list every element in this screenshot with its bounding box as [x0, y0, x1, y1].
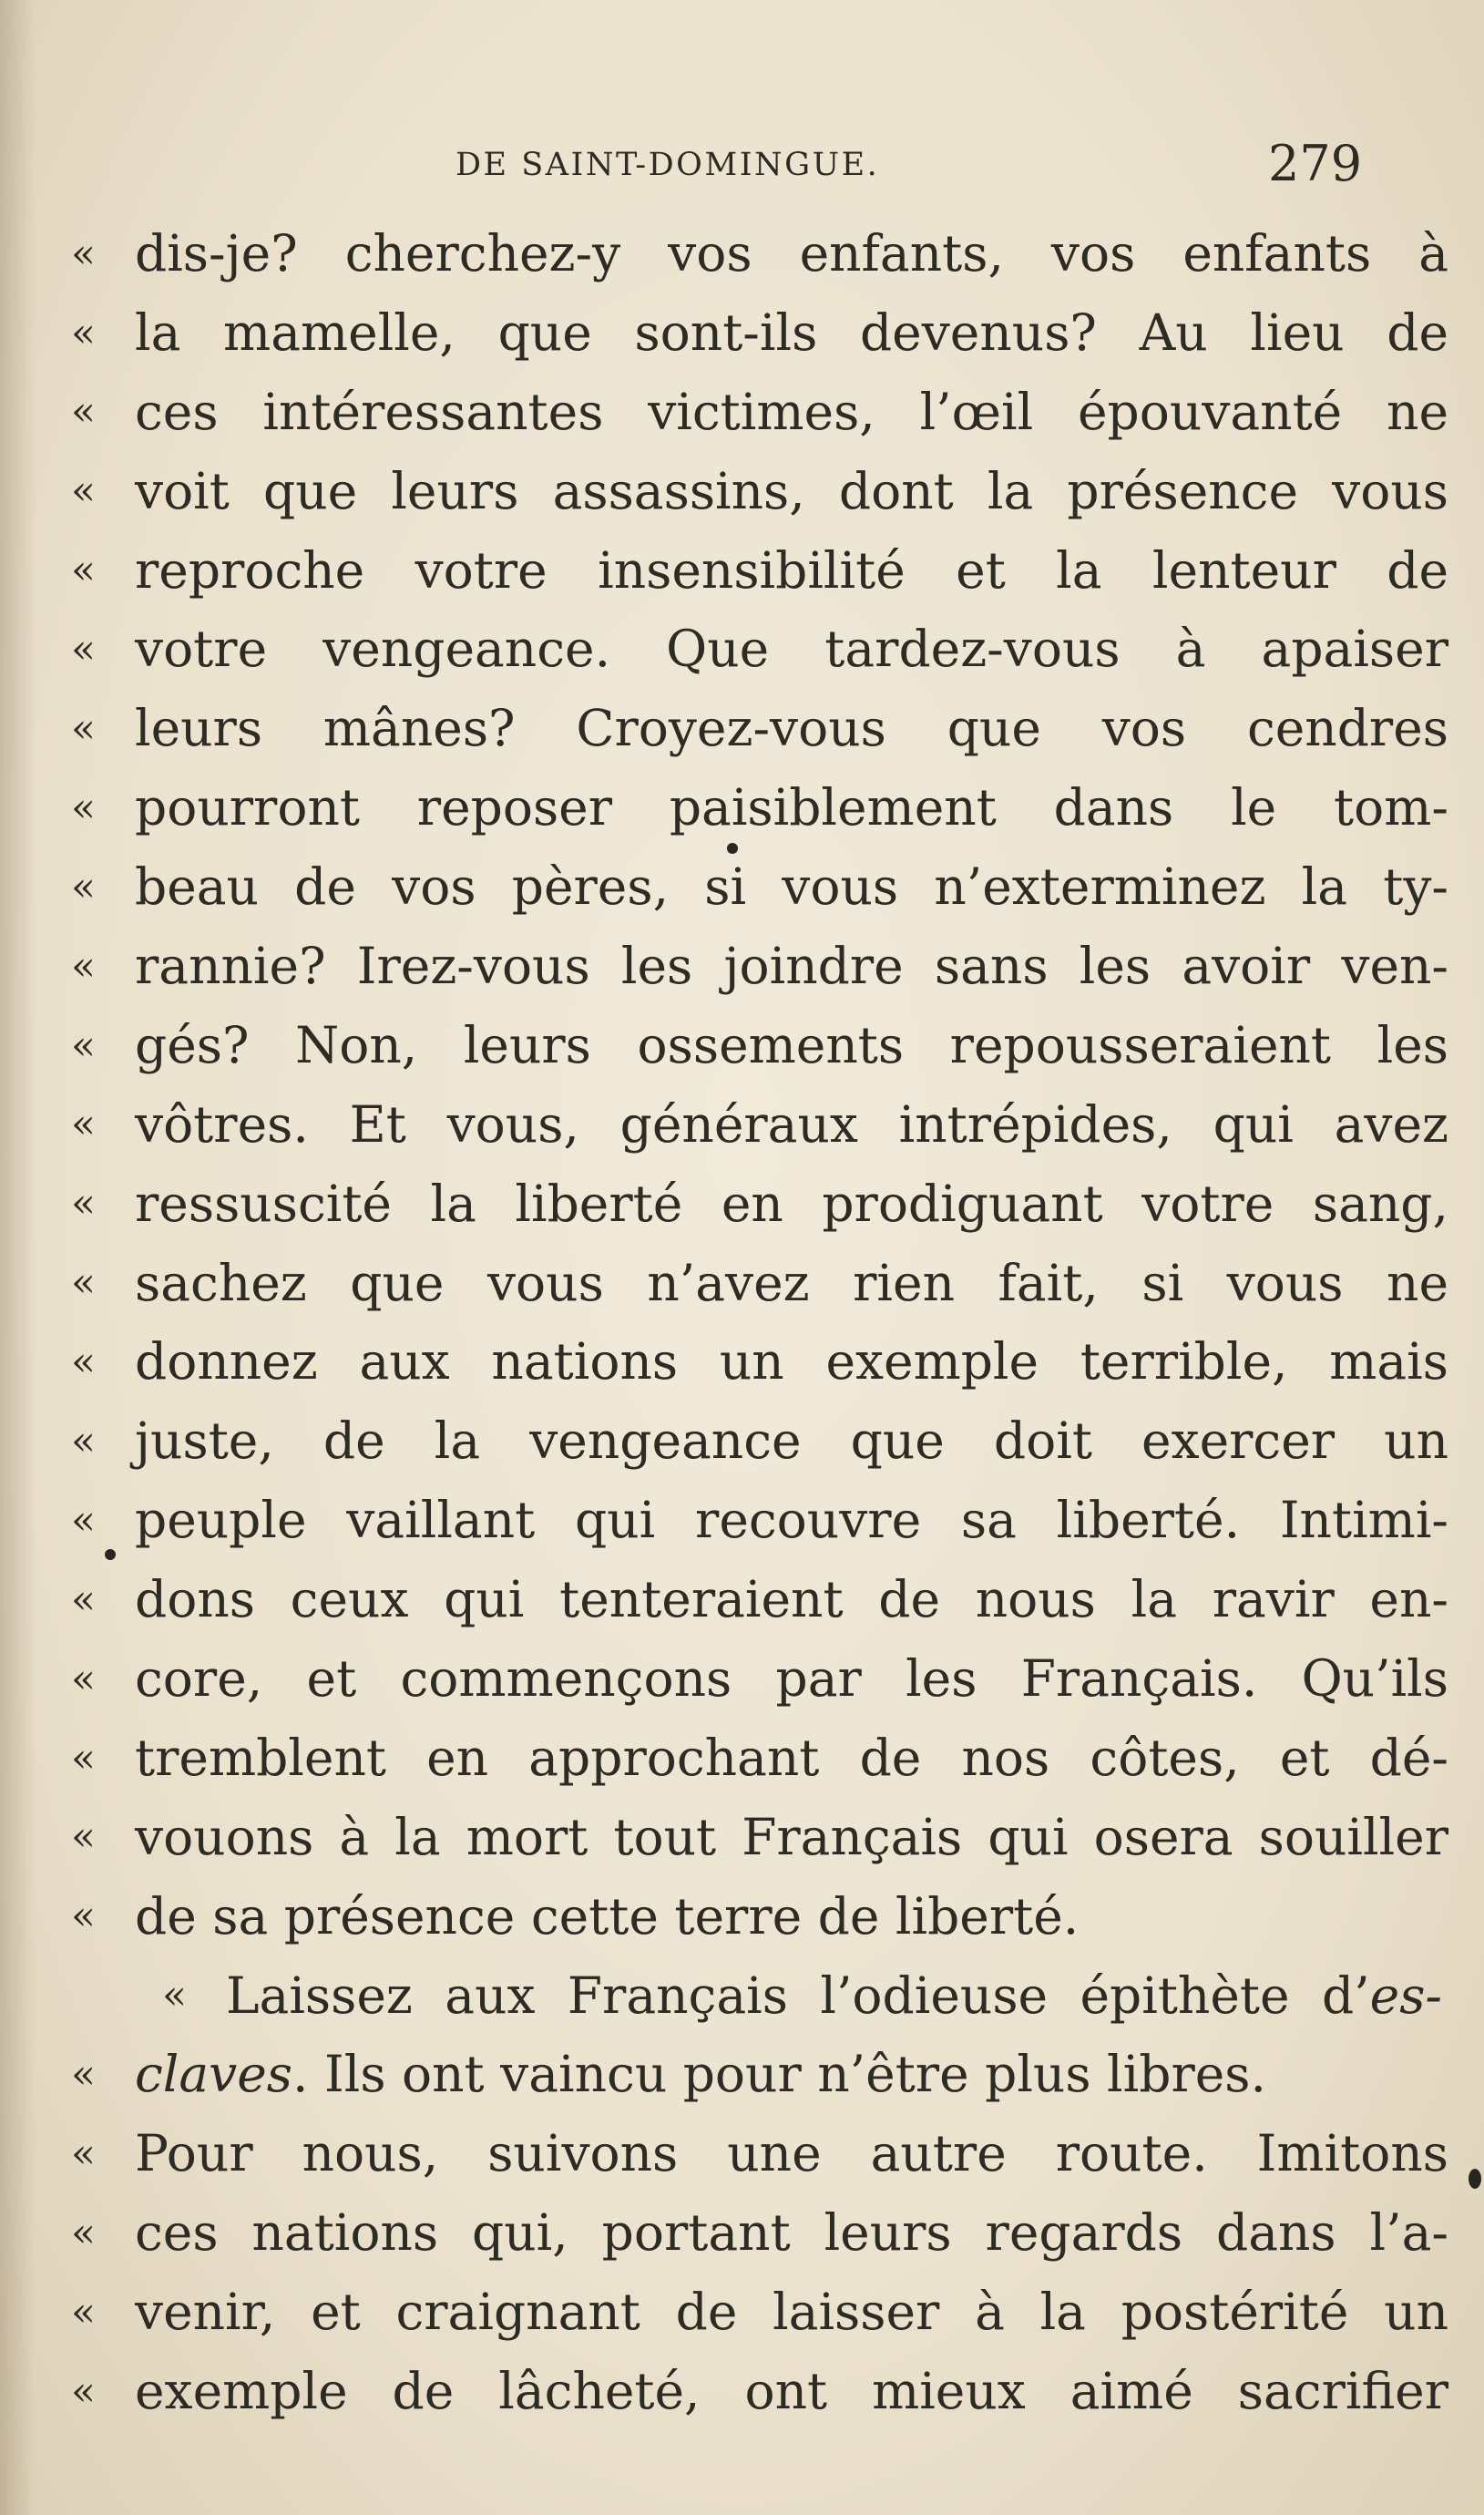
quote-mark: « [71, 2051, 96, 2099]
text-line [71, 214, 1448, 293]
text-line [71, 1639, 1448, 1719]
quote-mark: « [71, 863, 96, 910]
quote-mark: « [71, 1813, 96, 1861]
ink-speck [727, 843, 738, 854]
quote-mark: « [71, 1101, 96, 1148]
line-text: ressuscité la liberté en prodiguant votre sang, [135, 1174, 1448, 1233]
quote-mark: « [71, 1655, 96, 1702]
line-text: dons ceux qui tenteraient de nous la ravir en- [135, 1570, 1448, 1629]
line-text: venir, et craignant de laisser à la postérité un [135, 2283, 1448, 2342]
quote-mark: « [71, 704, 96, 752]
quote-mark: « [71, 1339, 96, 1386]
quote-mark: « [162, 1972, 187, 2019]
text-line [71, 1956, 1442, 2036]
quote-mark: « [71, 942, 96, 990]
line-text: donnez aux nations un exemple terrible, mais [135, 1332, 1448, 1391]
text-line [71, 1481, 1448, 1560]
ink-speck [105, 1549, 116, 1560]
line-text: votre vengeance. Que tardez-vous à apaiser [135, 620, 1448, 679]
quote-mark: « [71, 784, 96, 831]
quote-mark: « [71, 2209, 96, 2256]
quote-mark: « [71, 467, 96, 515]
line-text: la mamelle, que sont-ils devenus? Au lieu de [135, 303, 1448, 362]
text-line [71, 610, 1448, 689]
quote-mark: « [71, 388, 96, 436]
text-line [71, 1085, 1448, 1165]
quote-mark: « [71, 1021, 96, 1069]
line-text: vôtres. Et vous, généraux intrépides, qui avez [135, 1094, 1448, 1154]
quote-mark: « [71, 626, 96, 673]
text-line [71, 2114, 1448, 2193]
text-line [71, 1244, 1448, 1323]
quote-mark: « [71, 230, 96, 277]
text-line [71, 1560, 1448, 1639]
quote-mark: « [71, 2288, 96, 2335]
quote-mark: « [71, 1417, 96, 1464]
line-text: dis-je? cherchez-y vos enfants, vos enfants à [135, 224, 1448, 282]
line-text-italic: es- [1369, 1966, 1442, 2025]
text-line [71, 1877, 1410, 1956]
text-line [71, 1322, 1448, 1401]
quote-mark: « [71, 1496, 96, 1544]
line-text: tremblent en approchant de nos côtes, et dé- [135, 1728, 1448, 1787]
text-line [71, 2352, 1448, 2431]
text-line [71, 531, 1448, 611]
line-text-roman: . Ils ont vaincu pour n’être plus libres. [292, 2045, 1266, 2104]
line-text-italic: claves [135, 2045, 293, 2104]
line-text: reproche votre insensibilité et la lenteur de [135, 540, 1448, 600]
text-line [71, 452, 1448, 531]
text-line [71, 2273, 1448, 2352]
text-line [71, 768, 1448, 847]
quote-mark: « [71, 1576, 96, 1623]
quote-mark: « [71, 547, 96, 594]
line-text: voit que leurs assassins, dont la présence vous [135, 461, 1448, 520]
text-line [71, 293, 1448, 373]
text-line [71, 2035, 1410, 2114]
text-line [71, 2193, 1448, 2273]
line-text-roman: Laissez aux Français l’odieuse épithète d’ [226, 1966, 1370, 2025]
line-text: vouons à la mort tout Français qui osera souiller [135, 1807, 1448, 1866]
line-text: ces nations qui, portant leurs regards dans l’a- [135, 2203, 1448, 2263]
quote-mark: « [71, 1734, 96, 1781]
line-text: peuple vaillant qui recouvre sa liberté. Intimi- [135, 1491, 1448, 1550]
line-text: juste, de la vengeance que doit exercer un [135, 1411, 1448, 1471]
line-text: leurs mânes? Croyez-vous que vos cendres [135, 699, 1448, 758]
line-text: Pour nous, suivons une autre route. Imitons [135, 2124, 1448, 2183]
line-text: exemple de lâcheté, ont mieux aimé sacrifier [135, 2362, 1448, 2421]
text-line [71, 927, 1448, 1006]
line-text: core, et commençons par les Français. Qu’ils [135, 1649, 1448, 1709]
line-text [135, 2035, 1448, 2114]
page-header [0, 137, 1484, 200]
line-text [226, 1956, 1442, 2036]
line-text: de sa présence cette terre de liberté. [135, 1886, 1080, 1945]
quote-mark: « [71, 1180, 96, 1227]
text-line [71, 689, 1448, 768]
line-text: pourront reposer paisiblement dans le tom- [135, 778, 1448, 837]
quote-mark: « [71, 2367, 96, 2415]
line-text: rannie? Irez-vous les joindre sans les avoir ven- [135, 937, 1448, 996]
quote-mark: « [71, 1259, 96, 1307]
text-line [71, 847, 1448, 927]
spine-shadow [0, 0, 36, 2515]
line-text: ces intéressantes victimes, l’œil épouvanté ne [135, 382, 1448, 441]
running-head: DE SAINT-DOMINGUE. [455, 147, 880, 183]
quote-mark: « [71, 1893, 96, 1940]
line-text: gés? Non, leurs ossements repousseraient les [135, 1015, 1448, 1074]
quote-mark: « [71, 2130, 96, 2177]
ink-speck [1469, 2169, 1481, 2189]
body-text [71, 214, 1448, 2431]
text-line [71, 1719, 1448, 1798]
quote-mark: « [71, 309, 96, 356]
text-line [71, 373, 1448, 452]
text-line [71, 1165, 1448, 1244]
text-line [71, 1401, 1448, 1481]
line-text: sachez que vous n’avez rien fait, si vous ne [135, 1253, 1448, 1312]
line-text: beau de vos pères, si vous n’exterminez la ty- [135, 857, 1448, 917]
text-line [71, 1006, 1448, 1085]
page-number: 279 [1268, 135, 1363, 192]
text-line [71, 1798, 1448, 1877]
